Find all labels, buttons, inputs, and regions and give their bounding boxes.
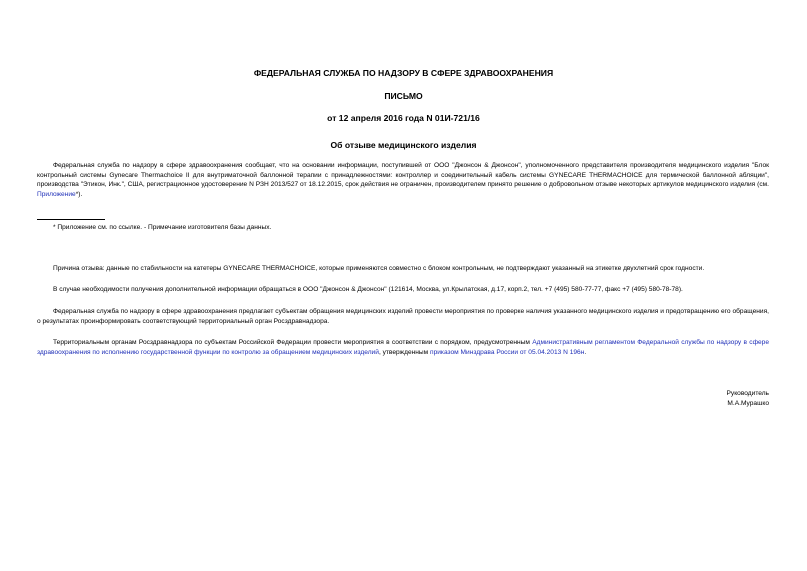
paragraph-notification-tail: *).: [75, 190, 83, 198]
document-type: ПИСЬМО: [384, 91, 423, 101]
paragraph-territorial-text: Территориальным органам Росздравнадзора по субъектам Российской Федерации провести мероприятия в соответствии с порядком, предусмотренным: [53, 339, 533, 346]
paragraph-notification: [37, 161, 769, 199]
paragraph-notification-text: Федеральная служба по надзору в сфере здравоохранения сообщает, что на основании информации, поступившей от ООО "Джонсон & Джонсон", уполномоченного представителя производителя медицинского изделия "Блок контрольный системы Gynecare Thermachoice II для внутриматочной баллонной терапии с принадлежностями: контроллер и соединительный кабель системы GYNECARE THERMACHOICE для термической баллонной абляции", производства "Этикон, Инк.", США, регистрационное удостоверение N РЗН 2013/527 от 18.12.2015, срок действия не ограничен, производителем принято решение о добровольном отзыве некоторых артикулов медицинского изделия (см.: [37, 162, 769, 189]
appendix-link[interactable]: Приложение: [37, 190, 76, 198]
paragraph-territorial: [37, 338, 769, 357]
regulation-link[interactable]: Административным регламентом Федеральной службы по надзору в сфере здравоохранения по исполнению государственной функции по контролю за обращением медицинских изделий: [37, 339, 770, 356]
paragraph-reason: Причина отзыва: данные по стабильности на катетеры GYNECARE THERMACHOICE, которые применяются совместно с блоком контрольным, не подтверждают указанный на этикетке двухлетний срок годности.: [53, 265, 705, 272]
paragraph-territorial-tail: .: [584, 348, 587, 356]
document-date-number: от 12 апреля 2016 года N 01И-721/16: [327, 113, 480, 123]
agency-heading: ФЕДЕРАЛЬНАЯ СЛУЖБА ПО НАДЗОРУ В СФЕРЕ ЗДРАВООХРАНЕНИЯ: [253, 68, 554, 78]
paragraph-territorial-mid: , утвержденным: [378, 348, 430, 356]
footnote: * Приложение см. по ссылке. - Примечание изготовителя базы данных.: [53, 224, 272, 231]
paragraph-proposal: Федеральная служба по надзору в сфере здравоохранения предлагает субъектам обращения медицинских изделий провести мероприятия по проверке наличия указанного медицинского изделия и предотвращению его обращения, о результатах проинформировать соответствующий территориальный орган Росздравнадзора.: [37, 308, 769, 325]
footnote-divider: [37, 219, 105, 220]
order-link[interactable]: приказом Минздрава России от 05.04.2013 N 196н: [430, 348, 585, 356]
signature-title: Руководитель: [726, 390, 769, 397]
signature-name: М.А.Мурашко: [727, 400, 769, 407]
document-subject: Об отзыве медицинского изделия: [330, 140, 477, 150]
paragraph-contacts: В случае необходимости получения дополнительной информации обращаться в ООО "Джонсон & Джонсон" (121614, Москва, ул.Крылатская, д.17, корп.2, тел. +7 (495) 580-77-77, факс +7 (495) 580-78-78).: [53, 286, 683, 293]
